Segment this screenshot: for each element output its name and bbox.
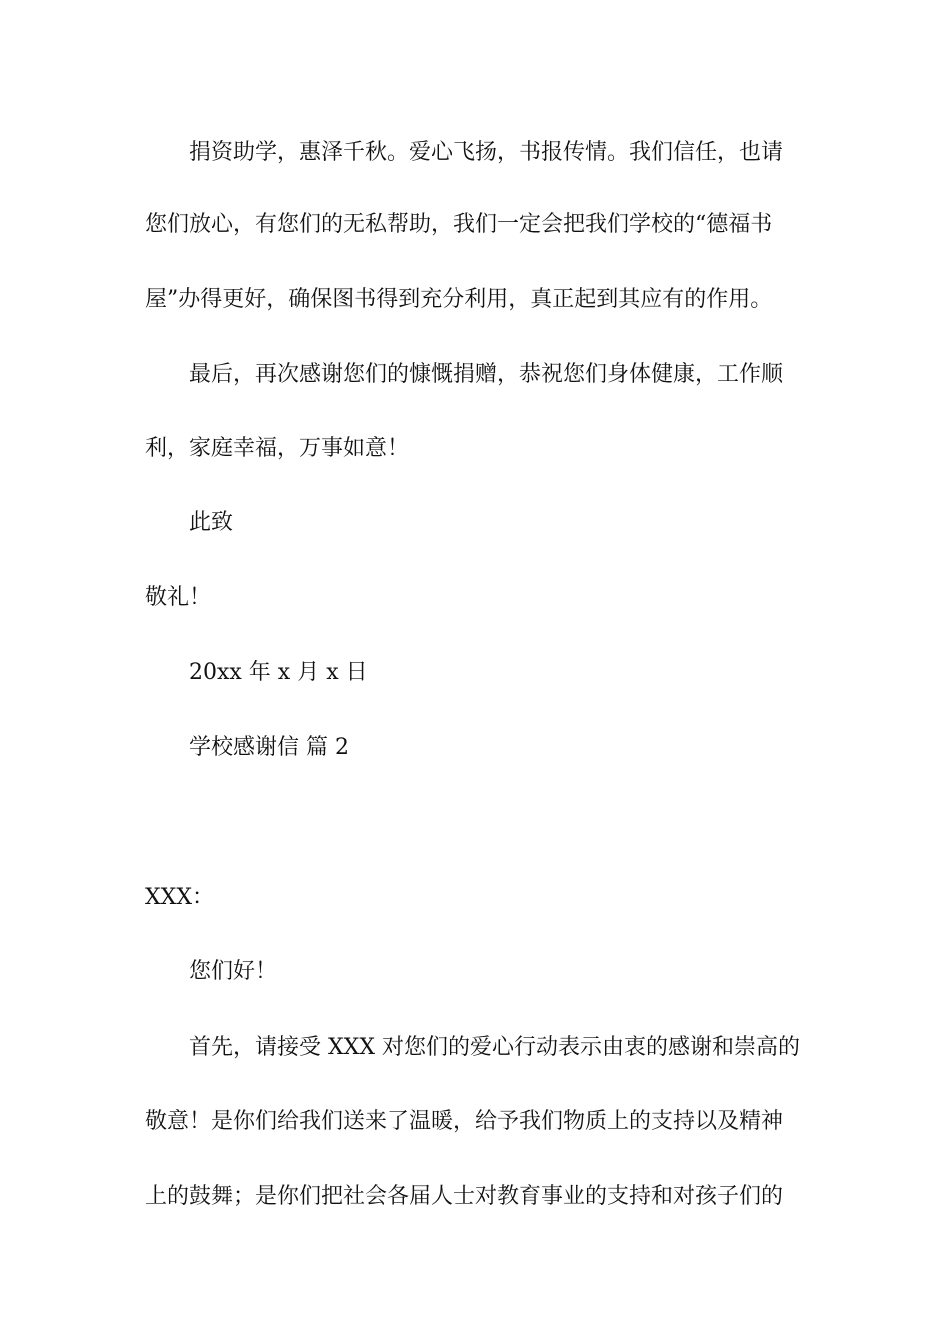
letter-date: 20xx 年 x 月 x 日 [189,660,368,685]
paragraph-line: 首先，请接受 XXX 对您们的爱心行动表示由衷的感谢和崇高的 [189,1035,800,1060]
paragraph-line: 利，家庭幸福，万事如意！ [145,436,410,461]
paragraph-line: 捐资助学，惠泽千秋。爱心飞扬，书报传情。我们信任，也请 [189,140,784,165]
paragraph-line: 敬意！是你们给我们送来了温暖，给予我们物质上的支持以及精神 [145,1109,784,1134]
letter-addressee: XXX： [145,885,214,910]
paragraph-line: 您们放心，有您们的无私帮助，我们一定会把我们学校的“德福书 [145,212,773,237]
closing-salutation: 此致 [189,510,234,535]
paragraph-line: 上的鼓舞；是你们把社会各届人士对教育事业的支持和对孩子们的 [145,1184,784,1209]
letter-greeting: 您们好！ [189,959,278,984]
closing-regards: 敬礼！ [145,585,212,610]
section-heading: 学校感谢信 篇 2 [189,735,349,760]
paragraph-line: 屋”办得更好，确保图书得到充分利用，真正起到其应有的作用。 [145,287,773,312]
paragraph-line: 最后，再次感谢您们的慷慨捐赠，恭祝您们身体健康，工作顺 [189,362,784,387]
